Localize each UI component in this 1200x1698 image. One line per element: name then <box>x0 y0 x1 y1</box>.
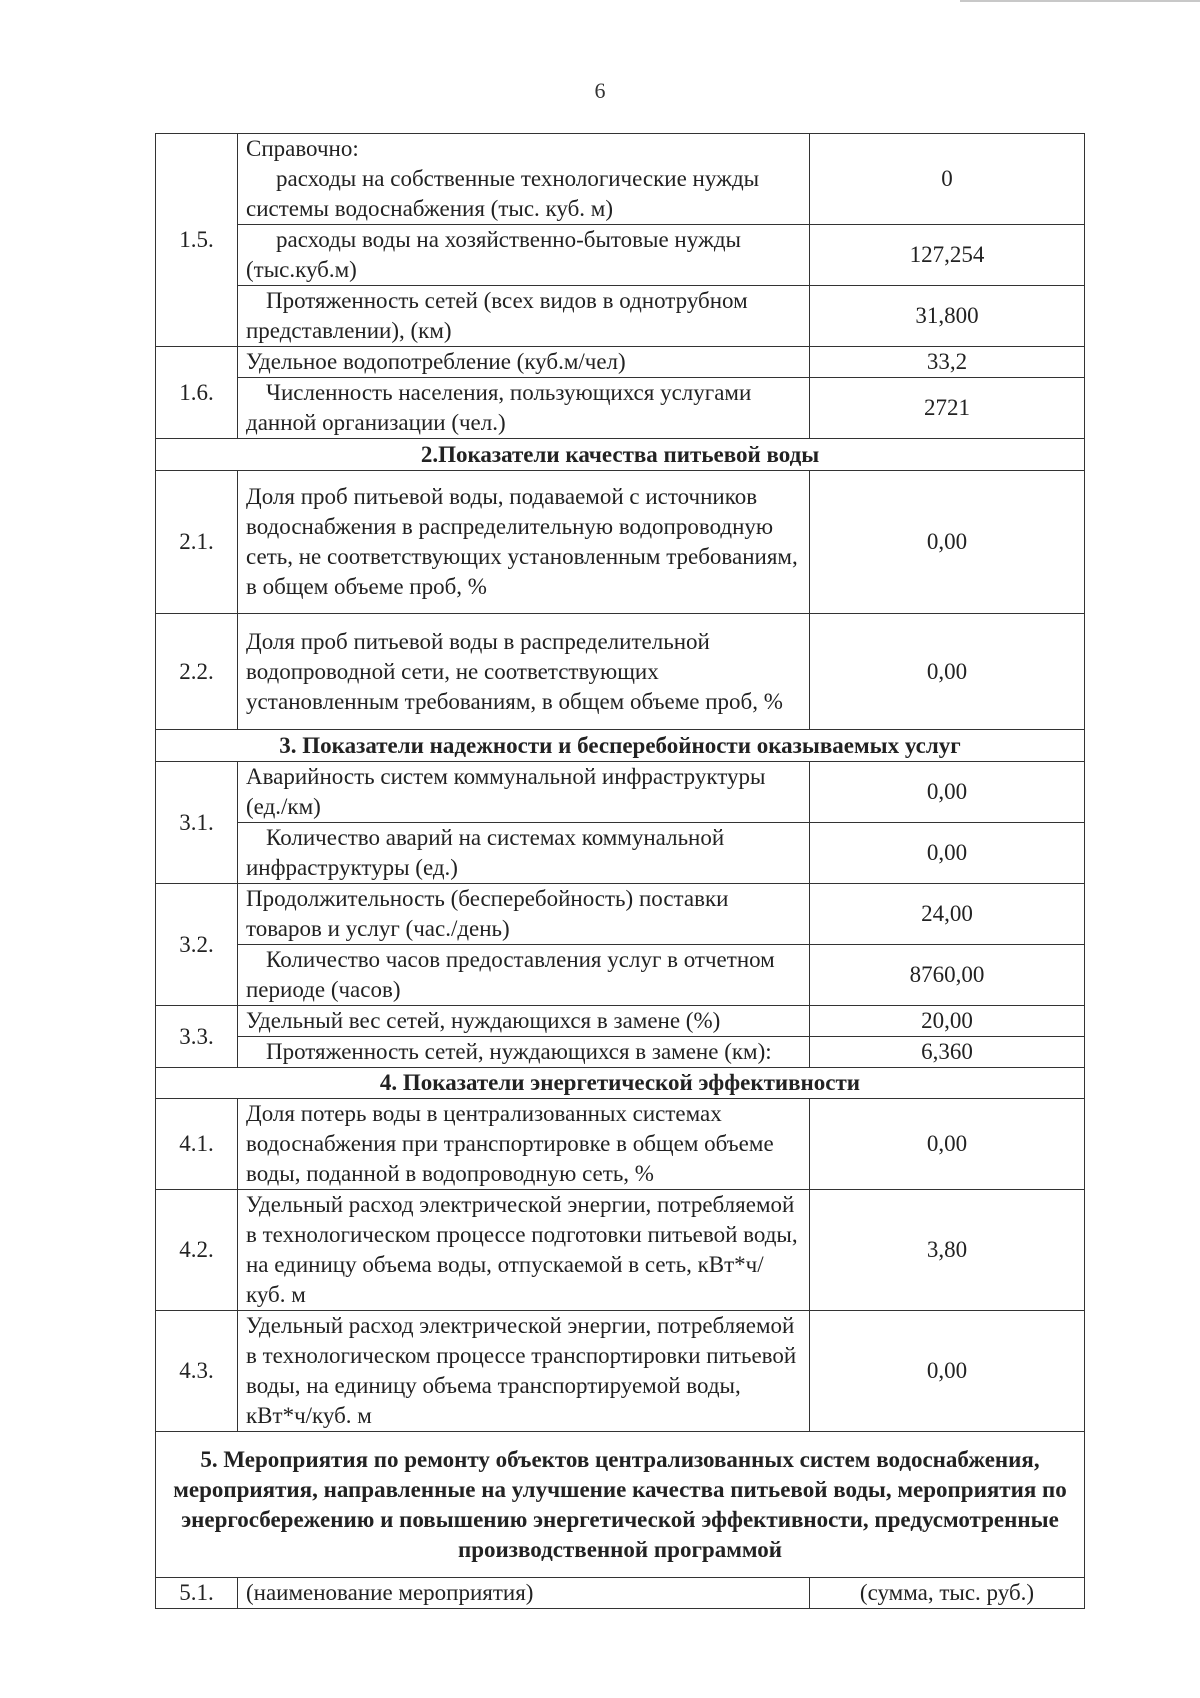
row-value: 3,80 <box>810 1190 1085 1311</box>
row-value: 0 <box>810 134 1085 225</box>
row-value: 31,800 <box>810 286 1085 347</box>
table-row <box>156 945 1085 1006</box>
row-description: (наименование мероприятия) <box>238 1578 810 1609</box>
row-description: Доля проб питьевой воды в распределительной водопроводной сети, не соответствующих установленным требованиям, в общем объеме проб, % <box>238 614 810 730</box>
row-value: 0,00 <box>810 471 1085 614</box>
row-description: Доля потерь воды в централизованных системах водоснабжения при транспортировке в общем объеме воды, поданной в водопроводную сеть, % <box>238 1099 810 1190</box>
table-row <box>156 823 1085 884</box>
row-value: 24,00 <box>810 884 1085 945</box>
row-value: 2721 <box>810 378 1085 439</box>
row-value: 127,254 <box>810 225 1085 286</box>
table-row <box>156 1578 1085 1609</box>
section-header-row <box>156 1068 1085 1099</box>
row-number: 3.3. <box>156 1006 238 1068</box>
row-value: 0,00 <box>810 1099 1085 1190</box>
row-description <box>238 225 810 286</box>
page-number: 6 <box>594 78 606 103</box>
section-title: 3. Показатели надежности и бесперебойности оказываемых услуг <box>156 730 1085 762</box>
row-number: 3.2. <box>156 884 238 1006</box>
row-number: 3.1. <box>156 762 238 884</box>
row-description: Протяженность сетей (всех видов в однотрубном представлении), (км) <box>238 286 810 347</box>
row-description: Количество часов предоставления услуг в отчетном периоде (часов) <box>238 945 810 1006</box>
row-number: 4.2. <box>156 1190 238 1311</box>
section-title: 5. Мероприятия по ремонту объектов централизованных систем водоснабжения, мероприятия, направленные на улучшение качества питьевой воды, мероприятия по энергосбережению и повышению энергетической эффективности, предусмотренные производственной программой <box>156 1432 1085 1578</box>
table-row <box>156 286 1085 347</box>
indicators-table <box>155 133 1085 1609</box>
section-header-row <box>156 439 1085 471</box>
row-value: 0,00 <box>810 614 1085 730</box>
row-value: 20,00 <box>810 1006 1085 1037</box>
section-title: 4. Показатели энергетической эффективности <box>156 1068 1085 1099</box>
table-row <box>156 134 1085 225</box>
table-row <box>156 1099 1085 1190</box>
row-description: Количество аварий на системах коммунальной инфраструктуры (ед.) <box>238 823 810 884</box>
table-row <box>156 1037 1085 1068</box>
reference-label: Справочно: <box>246 136 359 161</box>
section-header-row <box>156 1432 1085 1578</box>
table-row <box>156 762 1085 823</box>
row-description: Доля проб питьевой воды, подаваемой с источников водоснабжения в распределительную водопроводную сеть, не соответствующих установленным требованиям, в общем объеме проб, % <box>238 471 810 614</box>
row-description: Удельный расход электрической энергии, потребляемой в технологическом процессе подготовки питьевой воды, на единицу объема воды, отпускаемой в сеть, кВт*ч/куб. м <box>238 1190 810 1311</box>
table-row <box>156 378 1085 439</box>
table-row <box>156 614 1085 730</box>
row-description: Аварийность систем коммунальной инфраструктуры (ед./км) <box>238 762 810 823</box>
row-description: Численность населения, пользующихся услугами данной организации (чел.) <box>238 378 810 439</box>
table-row <box>156 347 1085 378</box>
section-header-row <box>156 730 1085 762</box>
table-row <box>156 1006 1085 1037</box>
row-number: 4.1. <box>156 1099 238 1190</box>
row-value: 0,00 <box>810 1311 1085 1432</box>
row-description: Удельный расход электрической энергии, потребляемой в технологическом процессе транспортировки питьевой воды, на единицу объема транспортируемой воды, кВт*ч/куб. м <box>238 1311 810 1432</box>
row-number: 2.2. <box>156 614 238 730</box>
row-number: 1.5. <box>156 134 238 347</box>
row-value: 33,2 <box>810 347 1085 378</box>
row-number: 5.1. <box>156 1578 238 1609</box>
row-value: 6,360 <box>810 1037 1085 1068</box>
table-row <box>156 471 1085 614</box>
row-description: Удельное водопотребление (куб.м/чел) <box>238 347 810 378</box>
section-title: 2.Показатели качества питьевой воды <box>156 439 1085 471</box>
row-description: Протяженность сетей, нуждающихся в замене (км): <box>238 1037 810 1068</box>
row-number: 2.1. <box>156 471 238 614</box>
row-value: 0,00 <box>810 762 1085 823</box>
row-description <box>238 134 810 225</box>
table-row <box>156 1311 1085 1432</box>
row-value: 0,00 <box>810 823 1085 884</box>
row-number: 4.3. <box>156 1311 238 1432</box>
table-row <box>156 1190 1085 1311</box>
description-text: расходы воды на хозяйственно-бытовые нужды (тыс.куб.м) <box>246 227 741 282</box>
description-text: расходы на собственные технологические нужды системы водоснабжения (тыс. куб. м) <box>246 166 760 221</box>
table-row <box>156 225 1085 286</box>
row-description: Продолжительность (бесперебойность) поставки товаров и услуг (час./день) <box>238 884 810 945</box>
top-edge-rule <box>960 0 1200 2</box>
table-row <box>156 884 1085 945</box>
row-value: (сумма, тыс. руб.) <box>810 1578 1085 1609</box>
row-number: 1.6. <box>156 347 238 439</box>
row-value: 8760,00 <box>810 945 1085 1006</box>
row-description: Удельный вес сетей, нуждающихся в замене (%) <box>238 1006 810 1037</box>
